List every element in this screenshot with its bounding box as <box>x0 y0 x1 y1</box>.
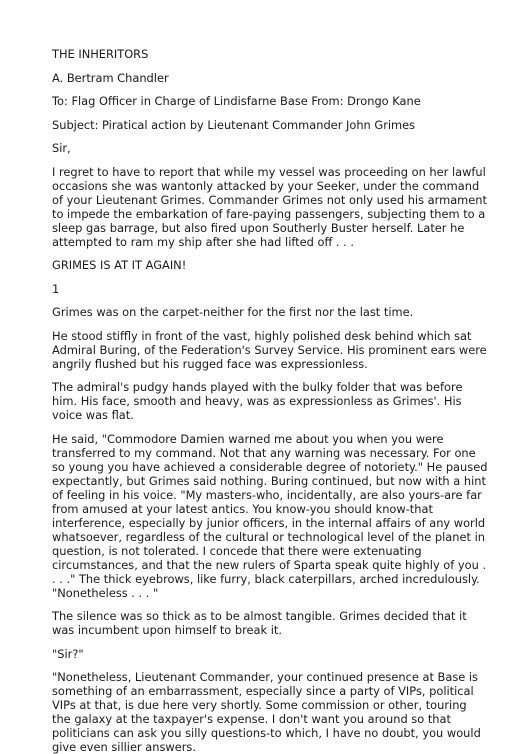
memo-salutation: Sir, <box>52 141 71 155</box>
chapter-headline: GRIMES IS AT IT AGAIN! <box>52 258 187 272</box>
body-paragraph: He said, "Commodore Damien warned me about you when you were transferred to my command. Not that any warning was necessary. For one so young you have achieved a considerable degree of notoriety." He paused expectantly, but Grimes said nothing. Buring continued, but now with a hint of feeling in his voice. "My masters-who, incidentally, are also yours-are far from amused at your latest antics. You know-you should know-that interference, especially by junior officers, in the internal affairs of any world whatsoever, regardless of the cultural or technological level of the planet in question, is not tolerated. I concede that there were extenuating circumstances, and that the new rulers of Sparta speak quite highly of you . . . ." The thick eyebrows, like furry, black caterpillars, arched incredulously. "Nonetheless . . . " <box>52 431 488 600</box>
memo-subject-line: Subject: Piratical action by Lieutenant Commander John Grimes <box>52 117 416 132</box>
book-title: THE INHERITORS <box>52 47 149 61</box>
body-paragraph: He stood stiffly in front of the vast, highly polished desk behind which sat Admiral Buring, of the Federation's Survey Service. His prominent ears were angrily flushed but his rugged face was expressionless. <box>52 328 487 371</box>
memo-letter-body: I regret to have to report that while my vessel was proceeding on her lawful occasions she was wantonly attacked by your Seeker, under the command of your Lieutenant Grimes. Commander Grimes not only used his armament to impede the embarkation of fare-paying passengers, subjecting them to a sleep gas barrage, but also fired upon Southerly Buster herself. Later he attempted to ram my ship after she had lifted off . . . <box>52 164 487 249</box>
body-paragraph: "Nonetheless, Lieutenant Commander, your continued presence at Base is something of an embarrassment, especially since a party of VIPs, political VIPs at that, is due here very shortly. Some commission or other, touring the galaxy at the taxpayer's expense. I don't want you around so that politicians can ask you silly questions-to which, I have no doubt, you would give even sillier answers. <box>52 670 481 754</box>
body-paragraph: Grimes was on the carpet-neither for the first nor the last time. <box>52 305 414 319</box>
chapter-number: 1 <box>52 281 60 296</box>
memo-to-line: To: Flag Officer in Charge of Lindisfarne Base From: Drongo Kane <box>52 94 421 108</box>
body-paragraph: The silence was so thick as to be almost tangible. Grimes decided that it was incumbent upon himself to break it. <box>52 609 467 637</box>
body-paragraph: "Sir?" <box>52 646 84 661</box>
body-paragraph: The admiral's pudgy hands played with the bulky folder that was before him. His face, smooth and heavy, was as expressionless as Grimes'. His voice was flat. <box>52 380 463 422</box>
book-author: A. Bertram Chandler <box>52 70 169 85</box>
